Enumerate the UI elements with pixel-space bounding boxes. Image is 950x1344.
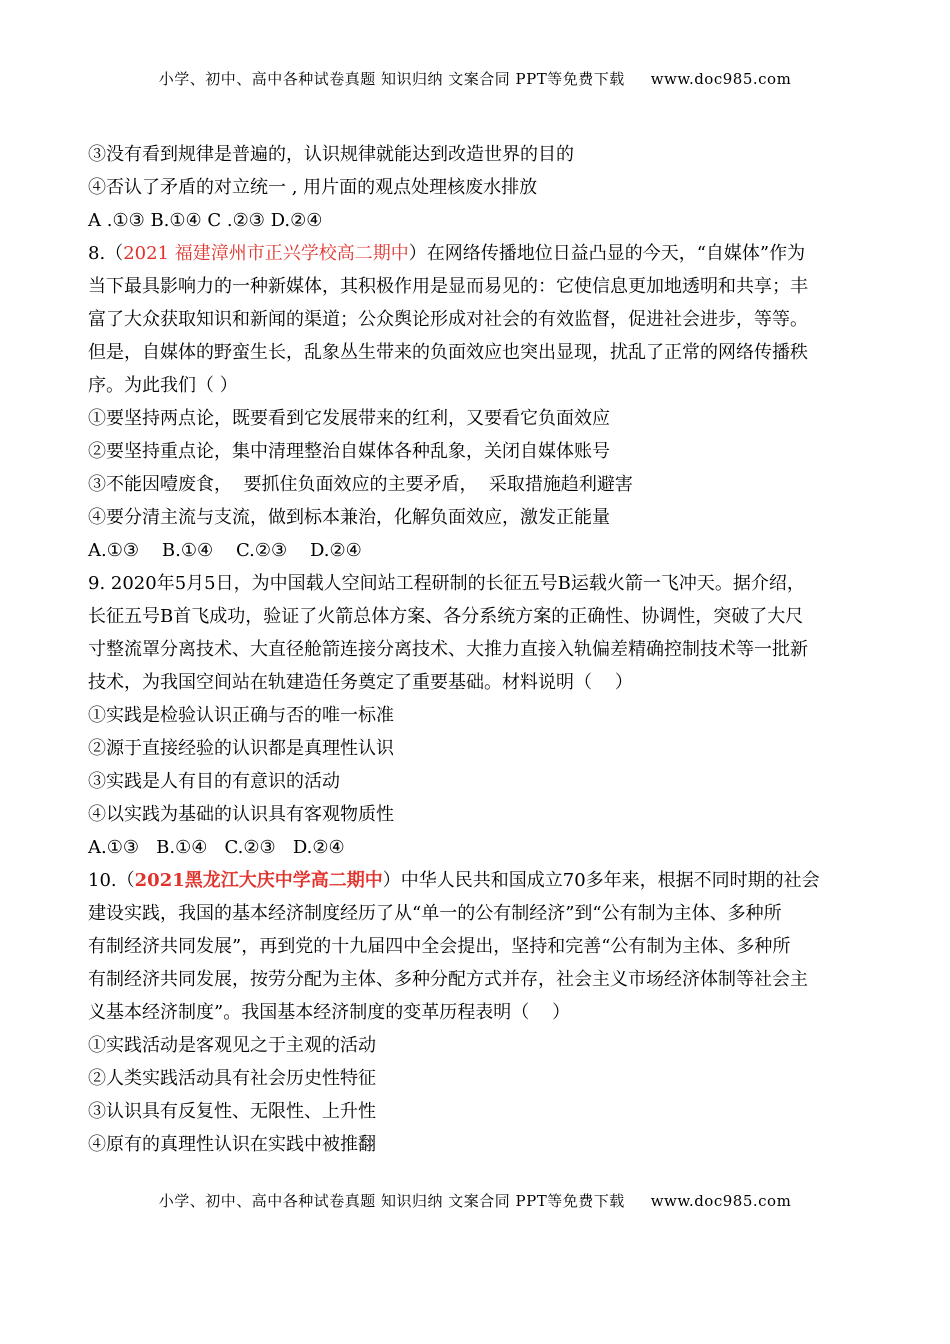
q9-answers: A.①③ B.①④ C.②③ D.②④: [88, 837, 345, 858]
footer-text: 小学、初中、高中各种试卷真题 知识归纳 文案合同 PPT等免费下载: [158, 1192, 625, 1210]
q9-option-1: ①实践是检验认识正确与否的唯一标准: [88, 705, 394, 726]
q8-option-3: ③不能因噎废食， 要抓住负面效应的主要矛盾， 采取措施趋利避害: [88, 474, 633, 495]
q8-option-4: ④要分清主流与支流，做到标本兼治，化解负面效应，激发正能量: [88, 507, 610, 528]
prev-option-3: ③没有看到规律是普遍的，认识规律就能达到改造世界的目的: [88, 144, 574, 165]
footer-site-link[interactable]: www.doc985.com: [650, 1192, 792, 1210]
q8-source: 2021 福建漳州市正兴学校高二期中: [123, 243, 409, 264]
header-site-link[interactable]: www.doc985.com: [650, 70, 792, 88]
q10-option-1: ①实践活动是客观见之于主观的活动: [88, 1035, 376, 1056]
q8-stem-line: 但是，自媒体的野蛮生长，乱象丛生带来的负面效应也突出显现，扰乱了正常的网络传播秩: [88, 342, 808, 363]
q8-stem-first: ）在网络传播地位日益凸显的今天，“自媒体”作为: [408, 243, 806, 264]
q10-stem-line: 有制经济共同发展”，再到党的十九届四中全会提出，坚持和完善“公有制为主体、多种所: [88, 936, 791, 957]
q8-option-1: ①要坚持两点论，既要看到它发展带来的红利，又要看它负面效应: [88, 408, 610, 429]
q9-option-4: ④以实践为基础的认识具有客观物质性: [88, 804, 394, 825]
q8-stem-line: 序。为此我们（ ）: [88, 375, 238, 396]
page-footer: [0, 1190, 950, 1211]
q10-option-3: ③认识具有反复性、无限性、上升性: [88, 1101, 376, 1122]
document-body: [88, 138, 868, 1161]
q10-number: 10.（: [88, 870, 135, 891]
q8-stem-first-line: [88, 237, 868, 270]
q8-number: 8.（: [88, 243, 124, 264]
q10-option-4: ④原有的真理性认识在实践中被推翻: [88, 1134, 376, 1155]
q10-source: 2021黑龙江大庆中学高二期中: [134, 870, 383, 891]
q10-stem-line: 建设实践，我国的基本经济制度经历了从“单一的公有制经济”到“公有制为主体、多种所: [88, 903, 782, 924]
q10-stem-first: ）中华人民共和国成立70多年来，根据不同时期的社会: [382, 870, 820, 891]
q8-answers: A.①③ B.①④ C.②③ D.②④: [88, 540, 362, 561]
q8-stem-line: 当下最具影响力的一种新媒体，其积极作用是显而易见的：它使信息更加地透明和共享；丰: [88, 276, 808, 297]
q9-stem-line: 技术，为我国空间站在轨建造任务奠定了重要基础。材料说明（ ）: [88, 672, 633, 693]
q9-stem-line: 长征五号B首飞成功，验证了火箭总体方案、各分系统方案的正确性、协调性，突破了大尺: [88, 606, 804, 627]
q10-stem-first-line: [88, 864, 868, 897]
q10-stem-line: 有制经济共同发展，按劳分配为主体、多种分配方式并存，社会主义市场经济体制等社会主: [88, 969, 808, 990]
q9-stem-line: 9. 2020年5月5日，为中国载人空间站工程研制的长征五号B运载火箭一飞冲天。据介绍，: [88, 573, 805, 594]
q8-option-2: ②要坚持重点论，集中清理整治自媒体各种乱象，关闭自媒体账号: [88, 441, 610, 462]
q10-stem-line: 义基本经济制度”。我国基本经济制度的变革历程表明（ ）: [88, 1002, 571, 1023]
q8-stem-line: 富了大众获取知识和新闻的渠道；公众舆论形成对社会的有效监督，促进社会进步，等等。: [88, 309, 808, 330]
prev-option-4: ④否认了矛盾的对立统一 , 用片面的观点处理核废水排放: [88, 177, 538, 198]
prev-answers: A .①③ B.①④ C .②③ D.②④: [88, 210, 323, 231]
page-header: [0, 68, 950, 89]
q9-stem-line: 寸整流罩分离技术、大直径舱箭连接分离技术、大推力直接入轨偏差精确控制技术等一批新: [88, 639, 808, 660]
header-text: 小学、初中、高中各种试卷真题 知识归纳 文案合同 PPT等免费下载: [158, 70, 625, 88]
q9-option-2: ②源于直接经验的认识都是真理性认识: [88, 738, 394, 759]
q9-option-3: ③实践是人有目的有意识的活动: [88, 771, 340, 792]
q10-option-2: ②人类实践活动具有社会历史性特征: [88, 1068, 376, 1089]
